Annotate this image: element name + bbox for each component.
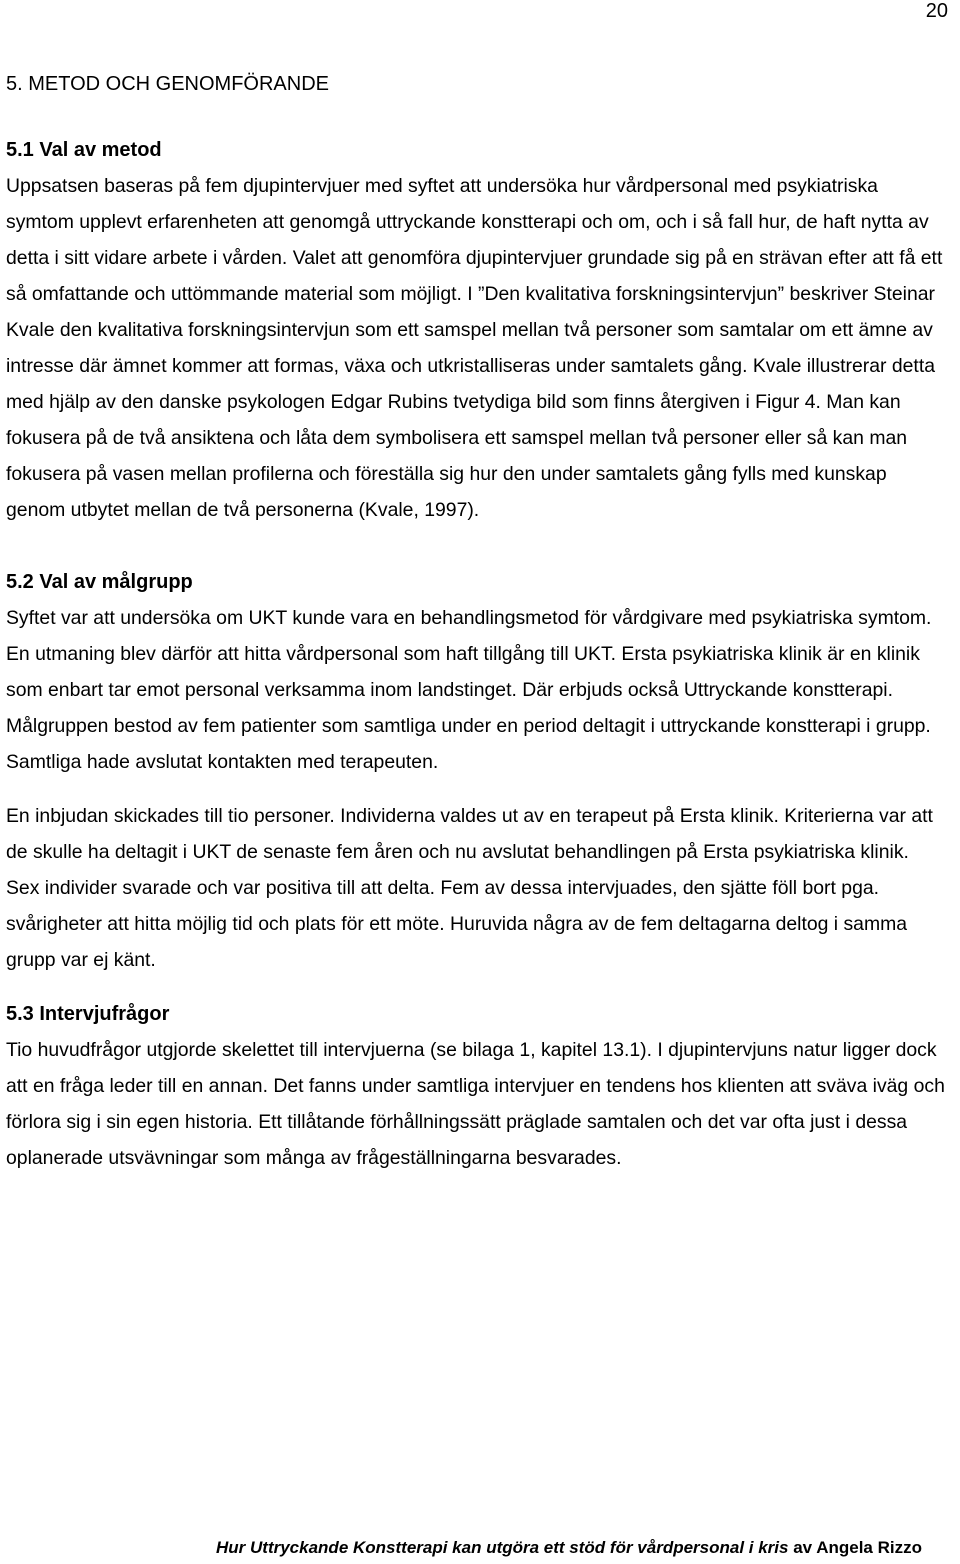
page-number: 20	[925, 0, 948, 22]
paragraph: En inbjudan skickades till tio personer. Individerna valdes ut av en terapeut på Ersta klinik. Kriterierna var att de skulle ha deltagit i UKT de senaste fem åren och nu avslutat behandlingen på Ersta psykiatriska klinik. Sex individer svarade och var positiva till att delta. Fem av dessa intervjuades, den sjätte föll bort pga. svårigheter att hitta möjlig tid och plats för ett möte. Huruvida några av de fem deltagarna deltog i samma grupp var ej känt.	[6, 805, 933, 971]
paragraph: Uppsatsen baseras på fem djupintervjuer med syftet att undersöka hur vårdpersonal med psykiatriska symtom upplevt erfarenheten att genomgå uttryckande konstterapi och om, och i så fall hur, de haft nytta av detta i sitt vidare arbete i vården. Valet att genomföra djupintervjuer grundade sig på en strävan efter att få ett så omfattande och uttömmande material som möjligt. I ”Den kvalitativa forskningsintervjun” beskriver Steinar Kvale den kvalitativa forskningsintervjun som ett samspel mellan två personer som samtalar om ett ämne av intresse där ämnet kommer att formas, växa och utkristalliseras under samtalets gång. Kvale illustrerar detta med hjälp av den danske psykologen Edgar Rubins tvetydiga bild som finns återgiven i Figur 4. Man kan fokusera på de två ansiktena och låta dem symbolisera ett samspel mellan två personer eller så kan man fokusera på vasen mellan profilerna och föreställa sig hur den under samtalets gång fylls med kunskap genom utbytet mellan de två personerna (Kvale, 1997).	[6, 175, 943, 521]
section-heading: 5.3 Intervjufrågor	[6, 1003, 170, 1025]
section-heading: 5.1 Val av metod	[6, 139, 162, 161]
paragraph: Syftet var att undersöka om UKT kunde vara en behandlingsmetod för vårdgivare med psykiatriska symtom. En utmaning blev därför att hitta vårdpersonal som haft tillgång till UKT. Ersta psykiatriska klinik är en klinik som enbart tar emot personal verksamma inom landstinget. Där erbjuds också Uttryckande konstterapi.	[6, 607, 932, 701]
section-intervjufragor	[6, 996, 946, 1176]
section-val-av-metod	[6, 132, 946, 528]
document-body	[6, 68, 946, 1176]
chapter-heading: 5. METOD OCH GENOMFÖRANDE	[6, 73, 329, 95]
footer-title: Hur Uttryckande Konstterapi kan utgöra ett stöd för vårdpersonal i kris	[216, 1538, 789, 1557]
section-heading: 5.2 Val av målgrupp	[6, 571, 193, 593]
section-val-av-malgrupp	[6, 564, 946, 978]
page-footer	[0, 1536, 960, 1560]
paragraph: Tio huvudfrågor utgjorde skelettet till intervjuerna (se bilaga 1, kapitel 13.1). I djupintervjuns natur ligger dock att en fråga leder till en annan. Det fanns under samtliga intervjuer en tendens hos klienten att sväva iväg och förlora sig i sin egen historia. Ett tillåtande förhållningssätt präglade samtalen och det var ofta just i dessa oplanerade utsvävningar som många av frågeställningarna besvarades.	[6, 1039, 945, 1169]
footer-byline: av Angela Rizzo	[788, 1538, 922, 1557]
paragraph: Målgruppen bestod av fem patienter som samtliga under en period deltagit i uttryckande konstterapi i grupp. Samtliga hade avslutat kontakten med terapeuten.	[6, 715, 931, 773]
